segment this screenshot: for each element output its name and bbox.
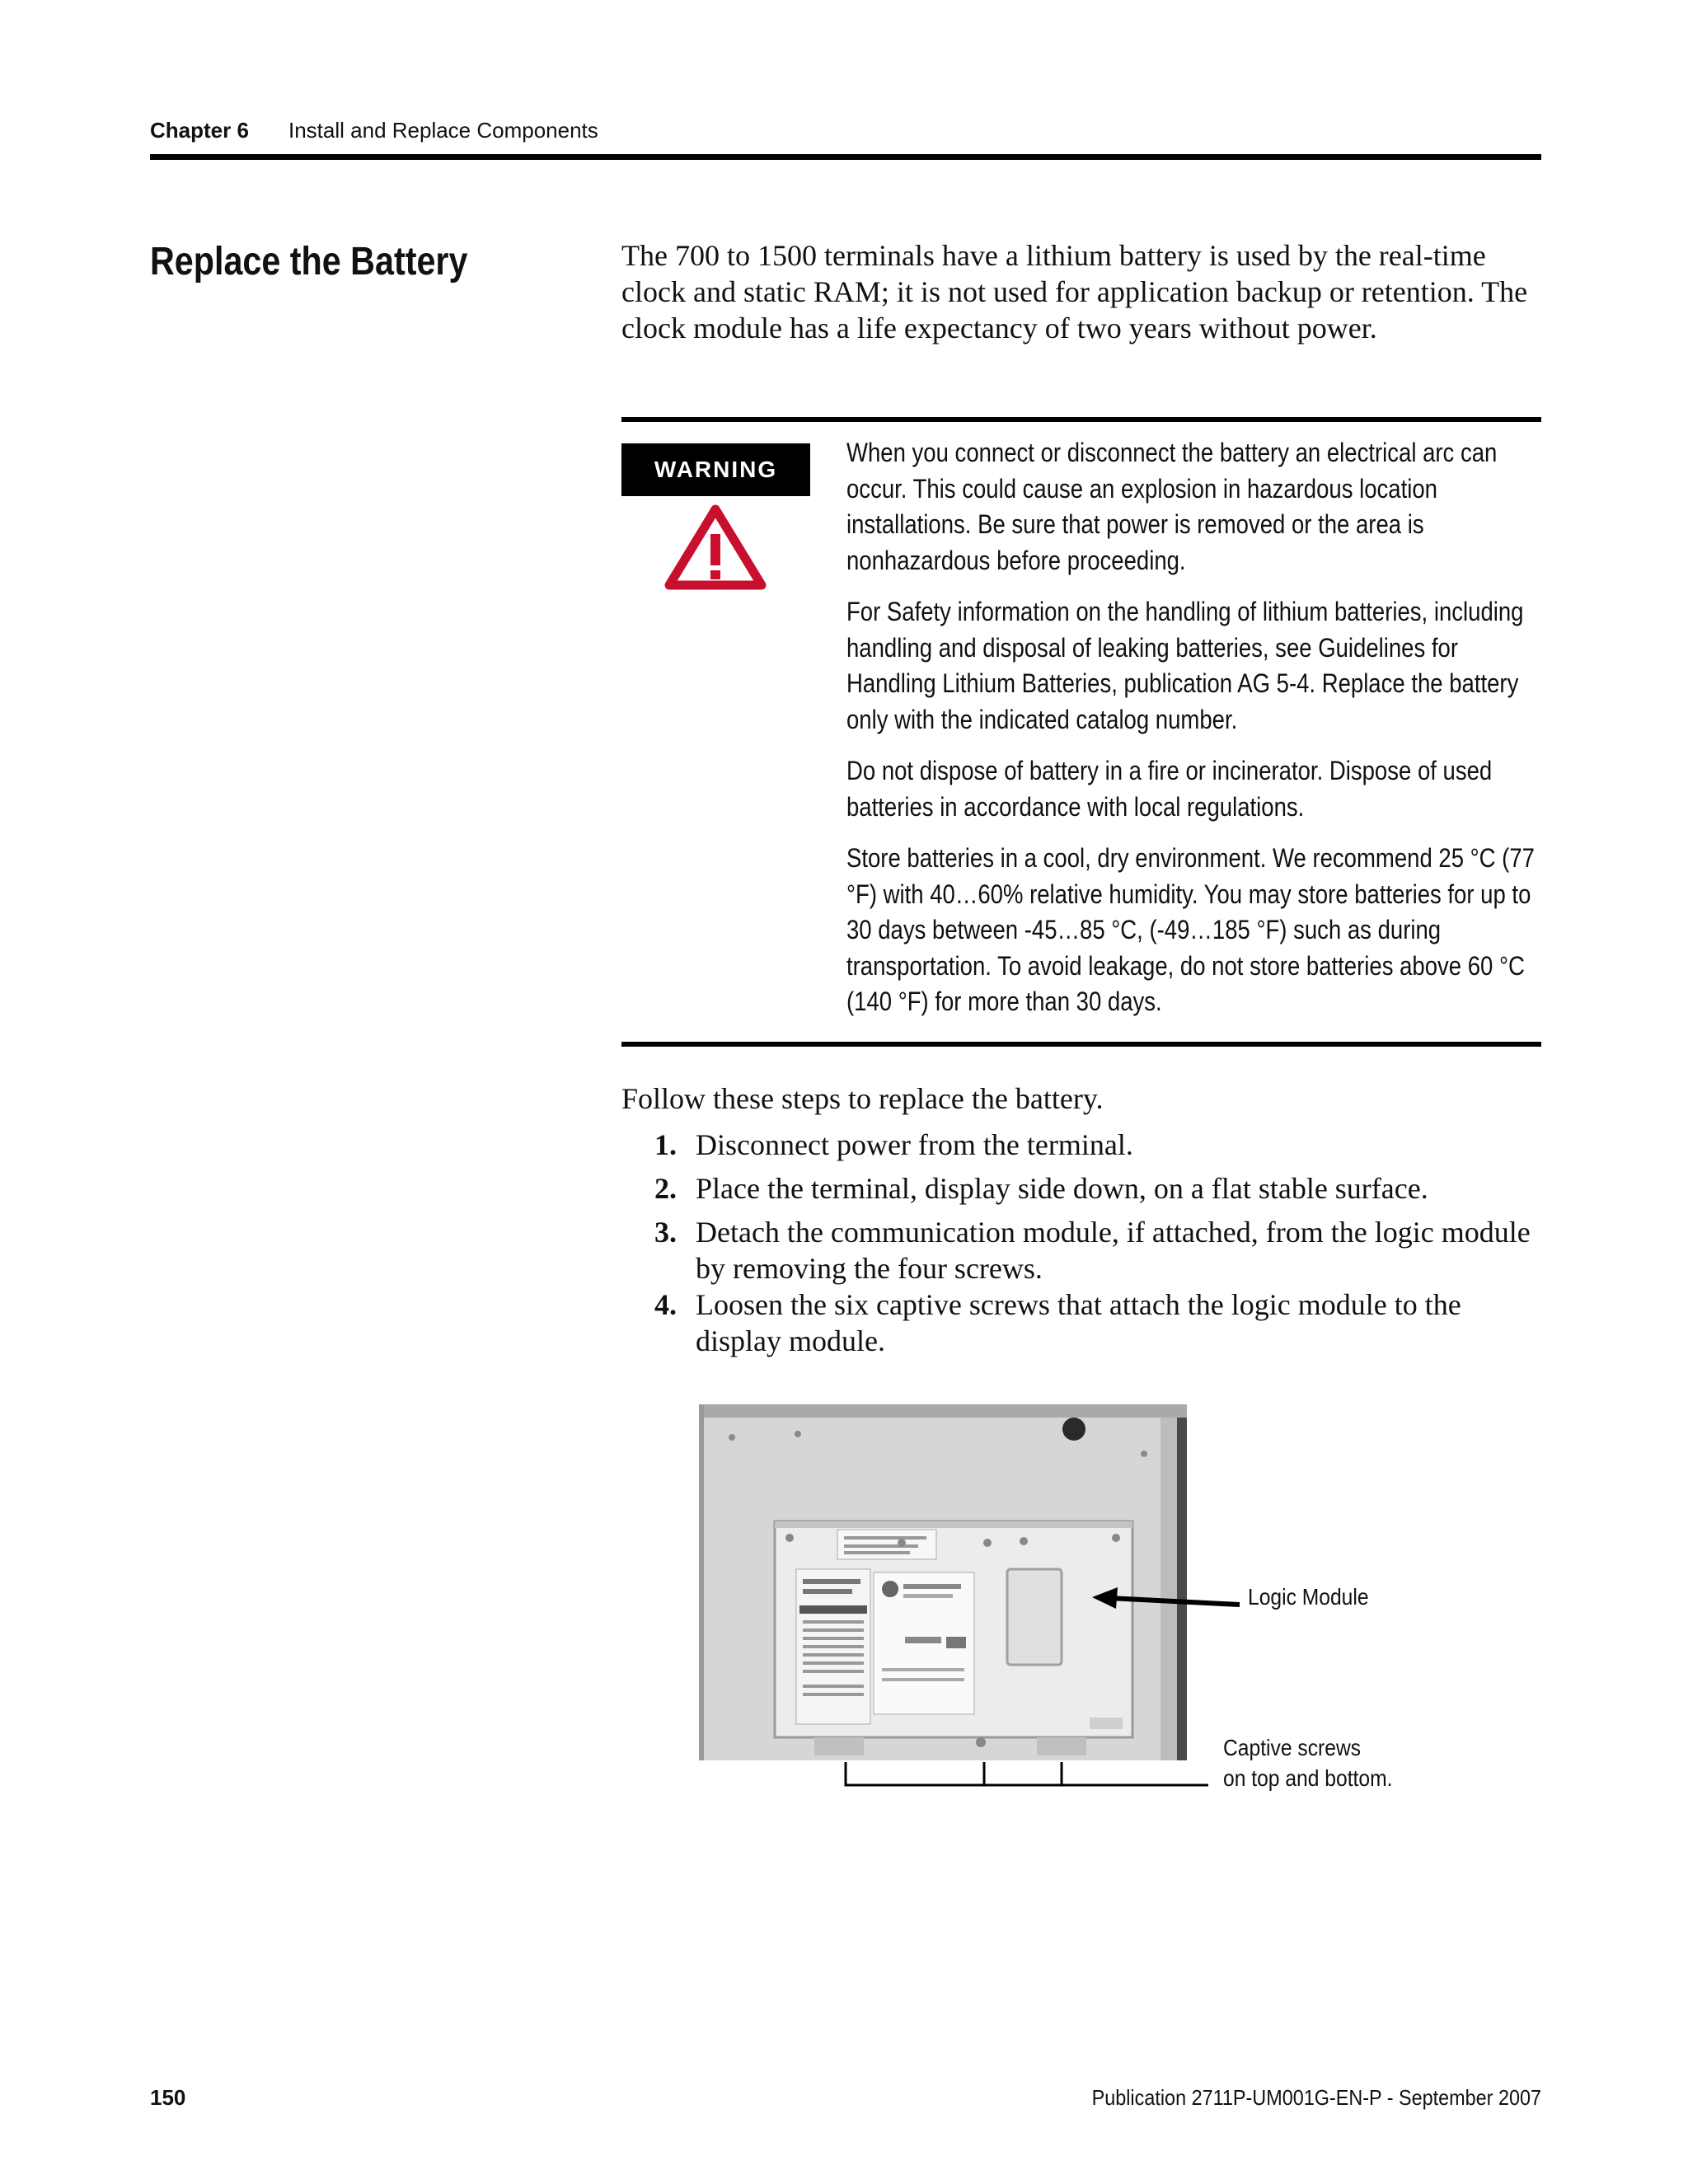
warning-top-rule	[621, 417, 1541, 422]
publication-info: Publication 2711P-UM001G-EN-P - September 2007	[1091, 2085, 1541, 2110]
step-text: Detach the communication module, if attached, from the logic module by removing the four screws.	[696, 1216, 1531, 1285]
chapter-title: Install and Replace Components	[288, 118, 598, 143]
step-number: 1.	[654, 1128, 677, 1161]
step-number: 4.	[654, 1288, 677, 1321]
step-text: Place the terminal, display side down, on a flat stable surface.	[696, 1172, 1428, 1205]
warning-text	[846, 435, 1547, 1036]
chapter-label: Chapter 6	[150, 118, 249, 143]
step-number: 3.	[654, 1216, 677, 1249]
list-item	[621, 1286, 1545, 1359]
warning-label: WARNING	[621, 443, 810, 496]
logic-module-label: Logic Module	[1248, 1584, 1369, 1610]
steps-list	[621, 1127, 1545, 1366]
step-text: Disconnect power from the terminal.	[696, 1128, 1133, 1161]
warning-bottom-rule	[621, 1042, 1541, 1047]
captive-screws-label	[1223, 1732, 1392, 1793]
warning-paragraph: Store batteries in a cool, dry environment. We recommend 25 °C (77 °F) with 40…60% relative humidity. You may store batteries for up to 30 days between -45…85 °C, (-49…185 °F) such as during transportation. To avoid leakage, do not store batteries above 60 °C (140 °F) for more than 30 days.	[846, 843, 1535, 1016]
intro-paragraph: The 700 to 1500 terminals have a lithium battery is used by the real-time clock and static RAM; it is not used for application backup or retention. The clock module has a life expectancy of two years without power.	[621, 239, 1528, 344]
list-item	[621, 1127, 1545, 1163]
warning-triangle-icon	[664, 504, 767, 590]
header-rule	[150, 154, 1541, 160]
captive-screws-label-line: on top and bottom.	[1223, 1765, 1393, 1791]
list-item	[621, 1214, 1545, 1286]
warning-paragraph: Do not dispose of battery in a fire or incinerator. Dispose of used batteries in accordance with local regulations.	[846, 756, 1493, 822]
step-text: Loosen the six captive screws that attach the logic module to the display module.	[696, 1288, 1461, 1357]
page-number: 150	[150, 2085, 186, 2110]
captive-screws-label-line: Captive screws	[1223, 1735, 1362, 1760]
step-number: 2.	[654, 1172, 677, 1205]
warning-paragraph: When you connect or disconnect the battery an electrical arc can occur. This could cause an explosion in hazardous location installations. Be sure that power is removed or the area is nonhazardous before proceeding.	[846, 438, 1498, 575]
section-title: Replace the Battery	[150, 240, 468, 284]
terminal-back-photo	[699, 1404, 1187, 1760]
steps-intro: Follow these steps to replace the battery.	[621, 1082, 1104, 1115]
warning-paragraph: For Safety information on the handling of lithium batteries, including handling and disposal of leaking batteries, see Guidelines for Handling Lithium Batteries, publication AG 5-4. Replace the battery only with the indicated catalog number.	[846, 597, 1524, 734]
list-item	[621, 1170, 1545, 1207]
